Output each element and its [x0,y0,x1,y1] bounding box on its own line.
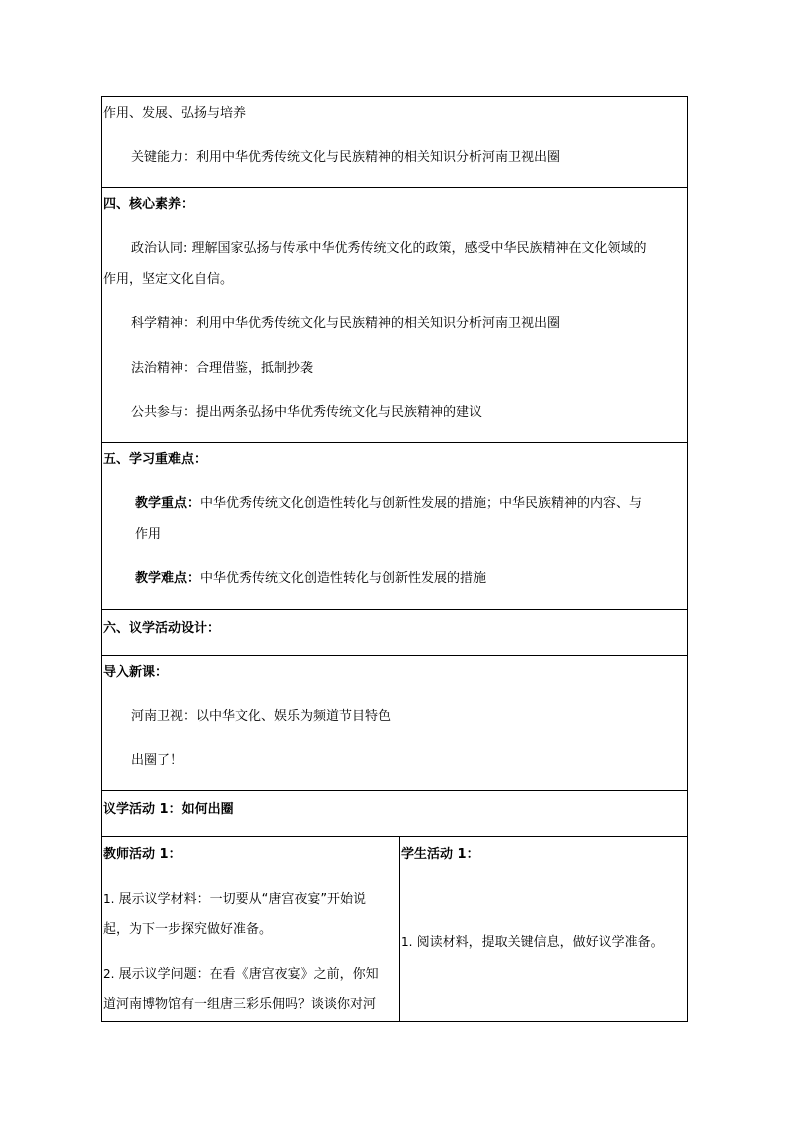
key-ability-line: 关键能力：利用中华优秀传统文化与民族精神的相关知识分析河南卫视出圈 [131,150,561,165]
political-identity-line-1: 政治认同: 理解国家弘扬与传承中华优秀传统文化的政策，感受中华民族精神在文化领域的 [131,241,647,256]
teacher-item-1-number: 1. [103,892,115,906]
core-literacy-heading: 四、核心素养： [103,197,195,212]
core-literacy-row [102,187,687,443]
goals-line: 作用、发展、弘扬与培养 [103,106,247,121]
student-item-1-number: 1. [401,935,413,949]
student-item-1-text: 阅读材料，提取关键信息，做好议学准备。 [412,935,664,950]
student-activity-heading: 学生活动 1： [401,847,480,862]
activity-design-row [102,609,687,656]
political-identity-line-2: 作用，坚定文化自信。 [103,272,234,287]
intro-line-2: 出圈了！ [131,753,184,768]
teaching-difficulty-line [135,570,486,588]
teacher-item-2-number: 2. [103,967,115,981]
student-item-1 [401,933,664,952]
teacher-item-1-text: 展示议学材料：一切要从“唐宫夜宴”开始说 [114,892,367,907]
scientific-spirit-line: 科学精神：利用中华优秀传统文化与民族精神的相关知识分析河南卫视出圈 [131,316,561,331]
teaching-focus-label: 教学重点： [135,496,201,511]
teaching-difficulty-label: 教学难点： [135,571,201,586]
teaching-focus-line-1 [135,495,642,513]
public-participation-line: 公共参与：提出两条弘扬中华优秀传统文化与民族精神的建议 [131,405,483,420]
goals-row [102,97,687,187]
teaching-difficulty-text: 中华优秀传统文化创造性转化与创新性发展的措施 [200,571,487,586]
teacher-item-1-line-1 [103,890,366,909]
rule-of-law-line: 法治精神：合理借鉴，抵制抄袭 [131,361,314,376]
teacher-item-2-text: 展示议学问题：在看《唐宫夜宴》之前，你知 [114,967,379,982]
teacher-item-1-line-2: 起，为下一步探究做好准备。 [103,922,273,937]
intro-row [102,655,687,791]
key-points-row [102,442,687,610]
teaching-focus-text: 中华优秀传统文化创造性转化与创新性发展的措施；中华民族精神的内容、与 [200,496,643,511]
lesson-plan-table [101,96,688,1022]
key-points-heading: 五、学习重难点： [103,452,208,467]
intro-heading: 导入新课： [103,665,169,680]
teacher-item-2-line-1 [103,965,379,984]
activity-heading: 议学活动 1：如何出圈 [103,802,234,817]
activity-columns-row [102,836,687,1021]
teacher-activity-heading: 教师活动 1： [103,847,182,862]
teacher-item-2-line-2: 道河南博物馆有一组唐三彩乐佣吗？谈谈你对河 [103,997,377,1012]
intro-line-1: 河南卫视：以中华文化、娱乐为频道节目特色 [131,709,392,724]
activity-heading-row [102,790,687,837]
teaching-focus-line-2: 作用 [135,527,162,542]
activity-design-heading: 六、议学活动设计： [103,621,221,636]
column-divider [399,837,400,1021]
